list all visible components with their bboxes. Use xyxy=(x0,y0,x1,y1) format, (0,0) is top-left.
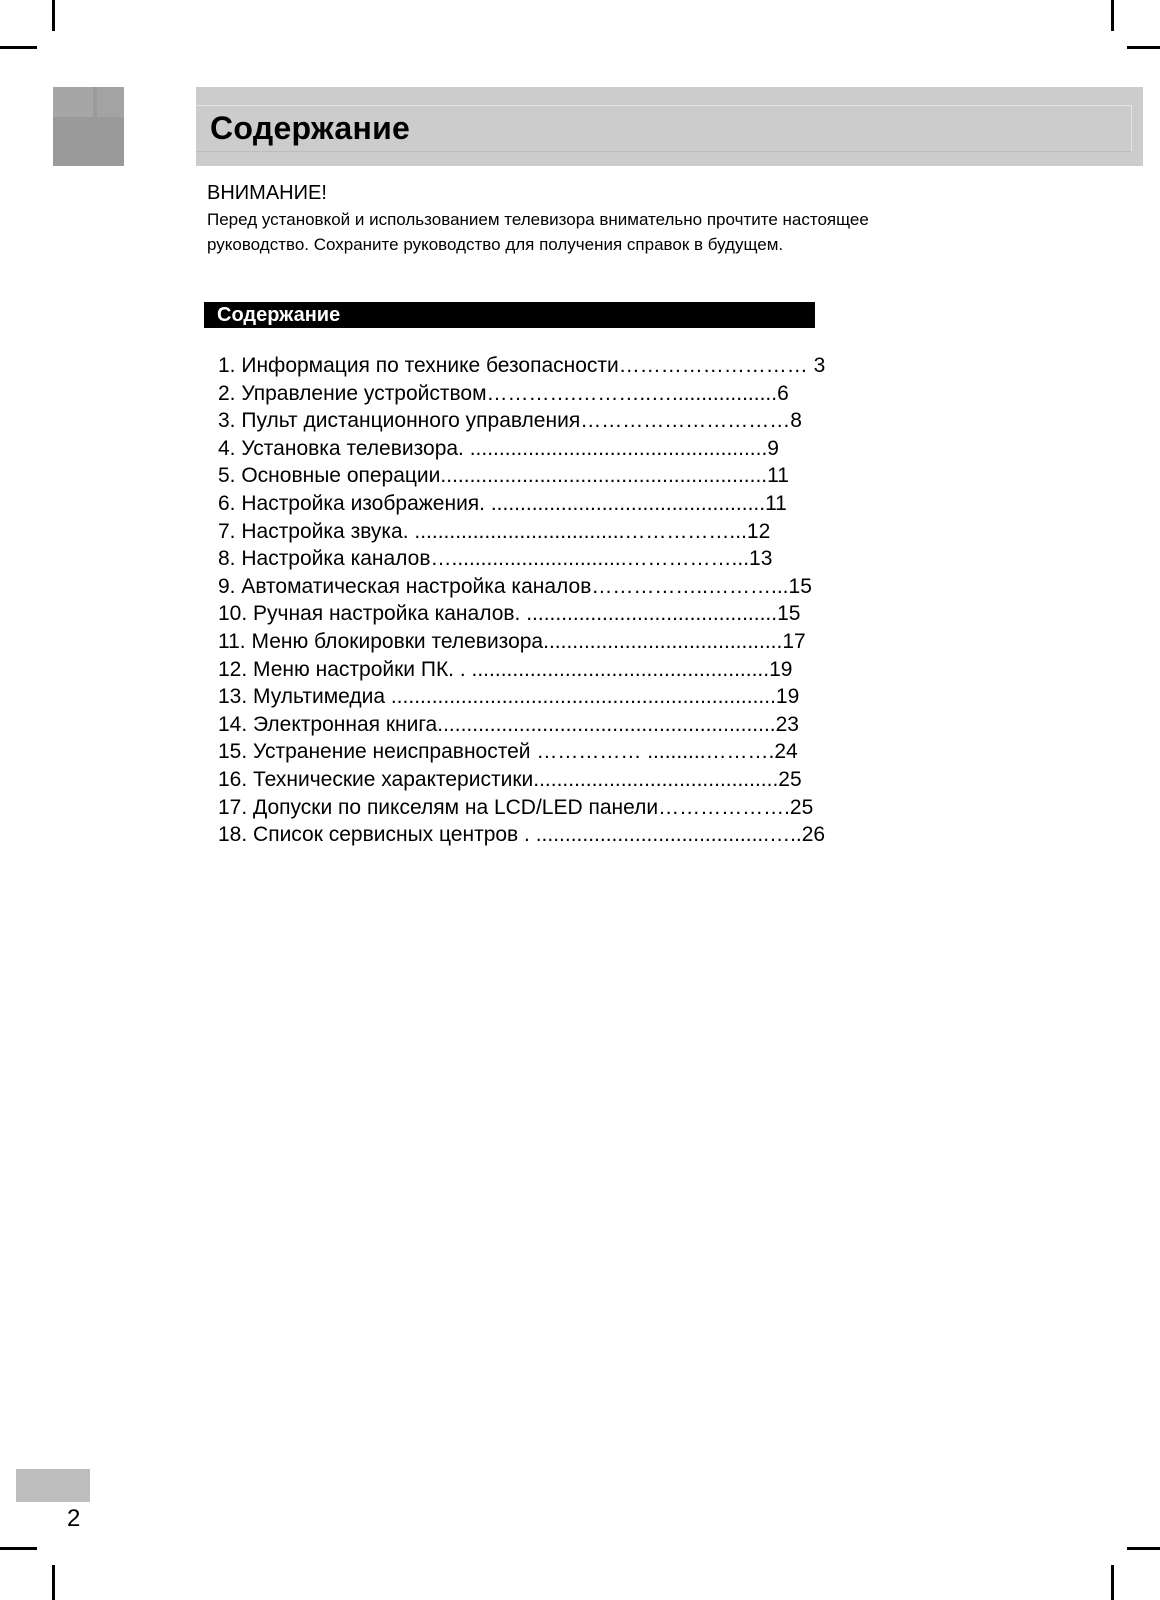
toc-item: 16. Технические характеристики..........................................25 xyxy=(218,767,802,791)
crop-mark-top-right-horizontal xyxy=(1127,46,1160,49)
toc-item: 12. Меню настройки ПК. . ...................................................19 xyxy=(218,657,793,681)
toc-item: 2. Управление устройством………….………..…..................6 xyxy=(218,381,789,405)
crop-mark-bottom-right-vertical xyxy=(1111,1565,1114,1600)
crop-mark-top-right-vertical xyxy=(1111,0,1114,31)
crop-mark-bottom-left-horizontal xyxy=(0,1547,37,1550)
page-title: Содержание xyxy=(210,110,411,146)
warning-heading: ВНИМАНИЕ! xyxy=(207,182,327,204)
toc-item: 6. Настройка изображения. ...............................................11 xyxy=(218,491,787,515)
page-number-tab xyxy=(16,1469,90,1502)
toc-item: 4. Установка телевизора. ...................................................9 xyxy=(218,436,779,460)
warning-line: Перед установкой и использованием телевизора внимательно прочтите настоящее xyxy=(207,210,869,229)
toc-list xyxy=(218,352,825,849)
crop-mark-bottom-left-vertical xyxy=(52,1565,55,1600)
toc-item: 3. Пульт дистанционного управления…………………………8 xyxy=(218,409,802,433)
toc-item: 17. Допуски по пикселям на LCD/LED панели……………….25 xyxy=(218,795,814,819)
page-number: 2 xyxy=(67,1505,81,1532)
toc-item: 18. Список сервисных центров . ........................................…..26 xyxy=(218,823,826,847)
toc-heading: Содержание xyxy=(217,304,341,326)
toc-item: 5. Основные операции........................................................11 xyxy=(218,464,789,488)
crop-mark-bottom-right-horizontal xyxy=(1127,1547,1160,1550)
header-gray-square-highlight xyxy=(53,87,93,117)
header-gray-square-highlight xyxy=(97,87,124,117)
toc-item: 9. Автоматическая настройка каналов……………..………...15 xyxy=(218,574,812,598)
toc-item: 13. Мультимедиа ..................................................................19 xyxy=(218,685,800,709)
crop-mark-top-left-vertical xyxy=(52,0,55,31)
crop-mark-top-left-horizontal xyxy=(0,46,37,49)
toc-item: 11. Меню блокировки телевизора.........................................17 xyxy=(218,629,806,653)
header-gray-square xyxy=(53,87,124,166)
toc-item: 14. Электронная книга..........................................................23 xyxy=(218,712,799,736)
warning-text xyxy=(207,207,1107,257)
toc-item: 7. Настройка звука. ....................................……………...12 xyxy=(218,519,771,543)
toc-item: 8. Настройка каналов…..............................……………...13 xyxy=(218,547,773,571)
toc-heading-bar xyxy=(204,302,815,328)
toc-item: 15. Устранение неисправностей …………… ..........……….24 xyxy=(218,740,798,764)
toc-item: 10. Ручная настройка каналов. ...........................................15 xyxy=(218,602,801,626)
toc-item: 1. Информация по технике безопасности……………………… 3 xyxy=(218,354,826,377)
warning-line: руководство. Сохраните руководство для получения справок в будущем. xyxy=(207,235,784,254)
